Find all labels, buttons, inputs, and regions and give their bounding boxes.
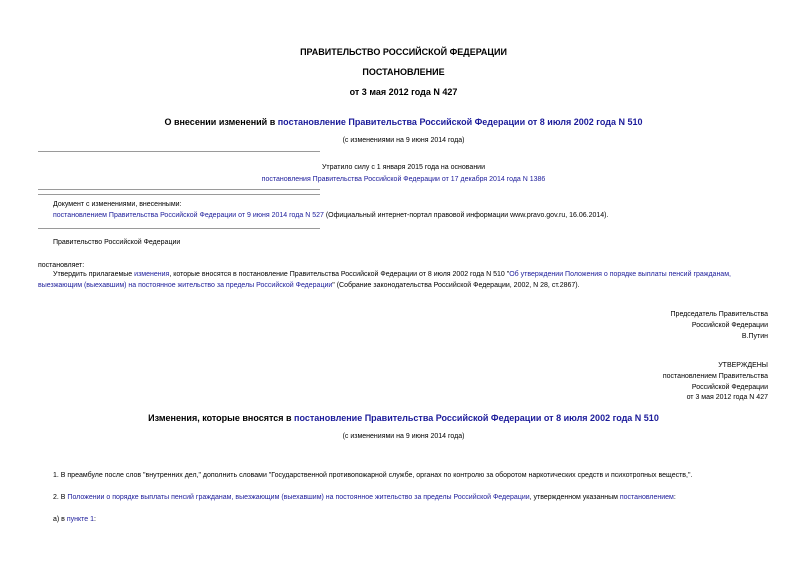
divider <box>38 228 320 229</box>
signature-line-3: В.Путин <box>741 333 768 340</box>
item-3-end: : <box>94 516 96 523</box>
item-3-start: а) в <box>53 516 67 523</box>
signature-line-1: Председатель Правительства <box>670 311 768 318</box>
p1-start: Утвердить прилагаемые <box>53 271 135 278</box>
divider <box>38 151 320 152</box>
divider <box>38 189 320 190</box>
approval-line-2: постановлением Правительства <box>662 373 768 380</box>
changes-title-link[interactable]: постановление Правительства Российской Федерации от 8 июля 2002 года N 510 <box>294 413 659 423</box>
preamble-paragraph-cont <box>38 280 580 291</box>
approval-line-4: от 3 мая 2012 года N 427 <box>686 394 768 401</box>
item-2-end: : <box>673 494 676 501</box>
decides: постановляет: <box>38 262 85 269</box>
approval-line-3: Российской Федерации <box>691 384 768 391</box>
title-prefix: О внесении изменений в <box>164 117 278 127</box>
preamble-paragraph <box>53 269 783 280</box>
document-title <box>0 117 807 127</box>
expired-notice: Утратило силу с 1 января 2015 года на основании <box>321 164 486 171</box>
expired-link[interactable]: постановления Правительства Российской Федерации от 17 декабря 2014 года N 1386 <box>261 176 546 183</box>
document-type: ПОСТАНОВЛЕНИЕ <box>362 67 445 77</box>
changes-amended-note: (с изменениями на 9 июня 2014 года) <box>342 433 465 440</box>
issuer: Правительство Российской Федерации <box>53 239 181 246</box>
item-2-link-regulation[interactable]: Положении о порядке выплаты пенсий гражданам, выезжающим (выехавшим) на постоянное жительство за пределы Российской Федерации <box>67 494 530 501</box>
signature-line-2: Российской Федерации <box>691 322 768 329</box>
changes-note-label: Документ с изменениями, внесенными: <box>53 201 182 208</box>
divider <box>38 194 320 195</box>
changes-title-prefix: Изменения, которые вносятся в <box>148 413 295 423</box>
item-3 <box>53 516 96 523</box>
p1-end: " (Собрание законодательства Российской Федерации, 2002, N 28, ст.2867). <box>332 282 580 289</box>
p1-link-changes[interactable]: изменения <box>134 271 170 278</box>
item-3-link-clause[interactable]: пункте 1 <box>66 516 94 523</box>
item-1: 1. В преамбуле после слов "внутренних дел," дополнить словами "Государственной противопожарной службе, органах по контролю за оборотом наркотических средств и психотропных веществ,". <box>53 472 693 479</box>
item-2-mid: , утвержденном указанным <box>529 494 620 501</box>
title-amended-note: (с изменениями на 9 июня 2014 года) <box>342 137 465 144</box>
title-link[interactable]: постановление Правительства Российской Федерации от 8 июля 2002 года N 510 <box>277 117 643 127</box>
item-2 <box>53 494 676 501</box>
changes-note <box>53 212 608 219</box>
changes-note-link[interactable]: постановлением Правительства Российской Федерации от 9 июня 2014 года N 527 <box>53 212 324 219</box>
changes-note-source: (Официальный интернет-портал правовой информации www.pravo.gov.ru, 16.06.2014). <box>323 212 609 219</box>
document-date: от 3 мая 2012 года N 427 <box>349 87 458 97</box>
p1-link-regulation-b[interactable]: выезжающим (выехавшим) на постоянное жительство за пределы Российской Федерации <box>38 282 333 289</box>
p1-link-regulation-a[interactable]: Об утверждении Положения о порядке выплаты пенсий гражданам, <box>509 271 731 278</box>
government-heading: ПРАВИТЕЛЬСТВО РОССИЙСКОЙ ФЕДЕРАЦИИ <box>300 47 507 57</box>
p1-mid: , которые вносятся в постановление Правительства Российской Федерации от 8 июля 2002 года N 510 " <box>169 271 510 278</box>
item-2-start: 2. В <box>53 494 68 501</box>
approval-line-1: УТВЕРЖДЕНЫ <box>718 362 768 369</box>
item-2-link-decree[interactable]: постановлением <box>619 494 674 501</box>
changes-title <box>0 413 807 423</box>
